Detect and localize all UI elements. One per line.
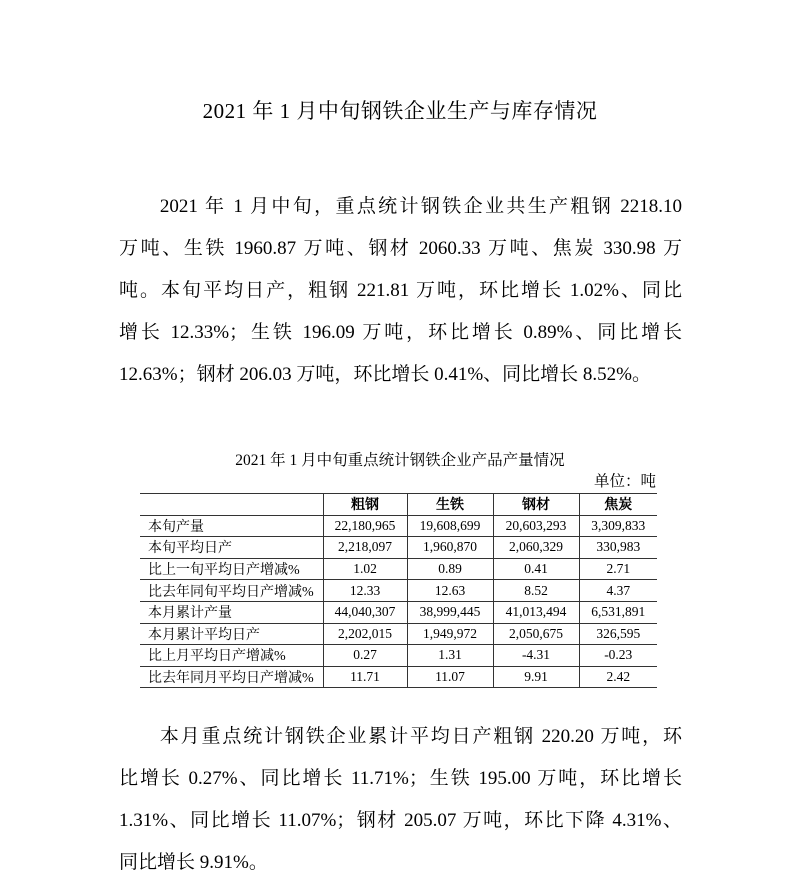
table-cell: -0.23 xyxy=(579,645,657,667)
table-cell: 2,218,097 xyxy=(323,537,407,559)
table-cell: 2,202,015 xyxy=(323,623,407,645)
table-row xyxy=(140,601,657,623)
table-cell: 12.33 xyxy=(323,580,407,602)
row-label: 本月累计产量 xyxy=(140,601,323,623)
table-cell: 1,960,870 xyxy=(407,537,493,559)
text-line: 比增长 0.27%、同比增长 11.71%；生铁 195.00 万吨，环比增长 xyxy=(119,768,682,789)
table-row xyxy=(140,558,657,580)
table-cell: 2.42 xyxy=(579,666,657,688)
paragraph-monthly-summary xyxy=(119,716,682,884)
table-cell: 8.52 xyxy=(493,580,579,602)
table-cell: 2,060,329 xyxy=(493,537,579,559)
table-caption: 2021 年 1 月中旬重点统计钢铁企业产品产量情况 xyxy=(235,452,565,469)
table-cell: 20,603,293 xyxy=(493,515,579,537)
paragraph-production-summary xyxy=(119,186,682,396)
row-label: 比去年同月平均日产增减% xyxy=(140,666,323,688)
text-line: 本月重点统计钢铁企业累计平均日产粗钢 220.20 万吨，环 xyxy=(159,726,682,747)
table-cell: 330,983 xyxy=(579,537,657,559)
table-cell: 0.41 xyxy=(493,558,579,580)
table-row xyxy=(140,645,657,667)
text-line: 万吨、生铁 1960.87 万吨、钢材 2060.33 万吨、焦炭 330.98 万 xyxy=(119,238,682,259)
table-cell: 6,531,891 xyxy=(579,601,657,623)
table-cell: 0.89 xyxy=(407,558,493,580)
text-line: 1.31%、同比增长 11.07%；钢材 205.07 万吨，环比下降 4.31%、 xyxy=(119,810,682,831)
table-cell: 11.71 xyxy=(323,666,407,688)
table-cell: 0.27 xyxy=(323,645,407,667)
table-cell: 11.07 xyxy=(407,666,493,688)
table-row xyxy=(140,515,657,537)
table-cell: 1.02 xyxy=(323,558,407,580)
table-cell: 3,309,833 xyxy=(579,515,657,537)
table-row xyxy=(140,666,657,688)
table-cell: 1,949,972 xyxy=(407,623,493,645)
row-label: 比上月平均日产增减% xyxy=(140,645,323,667)
row-label: 比上一旬平均日产增减% xyxy=(140,558,323,580)
table-row xyxy=(140,580,657,602)
column-header-steel-products: 钢材 xyxy=(493,494,579,516)
table-cell: 12.63 xyxy=(407,580,493,602)
corner-header-cell xyxy=(140,494,323,516)
row-label: 本月累计平均日产 xyxy=(140,623,323,645)
table-header-row xyxy=(140,494,657,516)
table-cell: 1.31 xyxy=(407,645,493,667)
table-cell: 2.71 xyxy=(579,558,657,580)
text-line: 吨。本旬平均日产，粗钢 221.81 万吨，环比增长 1.02%、同比 xyxy=(119,280,682,301)
table-row xyxy=(140,537,657,559)
table-cell: 44,040,307 xyxy=(323,601,407,623)
table-cell: 38,999,445 xyxy=(407,601,493,623)
row-label: 本旬产量 xyxy=(140,515,323,537)
column-header-pig-iron: 生铁 xyxy=(407,494,493,516)
production-table xyxy=(140,493,657,688)
text-line: 同比增长 9.91%。 xyxy=(119,852,268,873)
table-cell: 326,595 xyxy=(579,623,657,645)
column-header-coke: 焦炭 xyxy=(579,494,657,516)
table-cell: 22,180,965 xyxy=(323,515,407,537)
table-cell: 9.91 xyxy=(493,666,579,688)
table-row xyxy=(140,623,657,645)
table-cell: 2,050,675 xyxy=(493,623,579,645)
table-cell: -4.31 xyxy=(493,645,579,667)
row-label: 本旬平均日产 xyxy=(140,537,323,559)
table-cell: 41,013,494 xyxy=(493,601,579,623)
text-line: 增长 12.33%；生铁 196.09 万吨，环比增长 0.89%、同比增长 xyxy=(119,322,682,343)
table-cell: 19,608,699 xyxy=(407,515,493,537)
table-unit-label: 单位：吨 xyxy=(593,473,656,490)
column-header-crude-steel: 粗钢 xyxy=(323,494,407,516)
text-line: 12.63%；钢材 206.03 万吨，环比增长 0.41%、同比增长 8.52%。 xyxy=(119,364,651,385)
row-label: 比去年同旬平均日产增减% xyxy=(140,580,323,602)
text-line: 2021 年 1 月中旬，重点统计钢铁企业共生产粗钢 2218.10 xyxy=(159,196,682,217)
document-title: 2021 年 1 月中旬钢铁企业生产与库存情况 xyxy=(202,99,598,123)
table-cell: 4.37 xyxy=(579,580,657,602)
